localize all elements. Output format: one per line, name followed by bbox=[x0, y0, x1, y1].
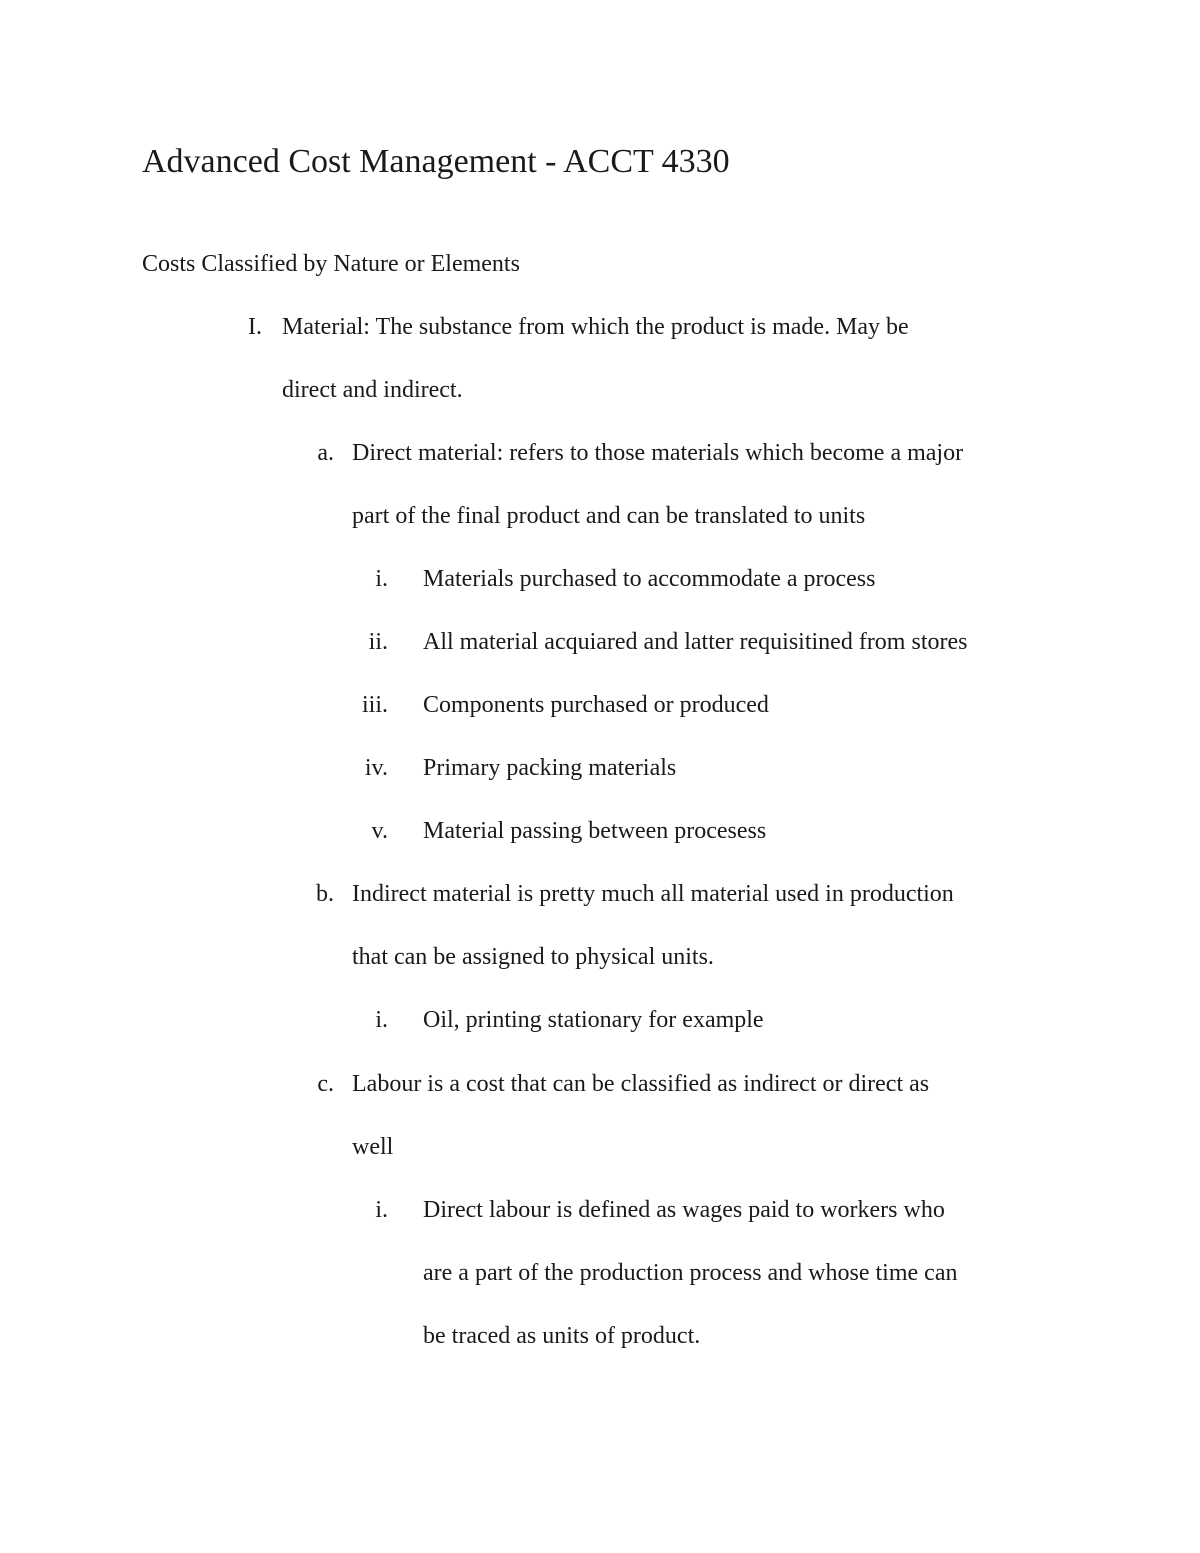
list-marker-subroman: v. bbox=[371, 818, 388, 844]
item-labour-line-2: well bbox=[352, 1134, 394, 1160]
list-marker-alpha: a. bbox=[317, 440, 334, 466]
list-item: Oil, printing stationary for example bbox=[423, 1007, 764, 1033]
list-marker-alpha: c. bbox=[317, 1071, 334, 1097]
list-item: Material passing between procesess bbox=[423, 818, 767, 844]
item-labour-line-1: Labour is a cost that can be classified as indirect or direct as bbox=[352, 1071, 930, 1097]
list-marker-subroman: iv. bbox=[364, 755, 388, 781]
item-material-line-1: Material: The substance from which the product is made. May be bbox=[282, 314, 909, 340]
document-title: Advanced Cost Management - ACCT 4330 bbox=[142, 143, 730, 180]
item-material-line-2: direct and indirect. bbox=[282, 377, 463, 403]
list-marker-subroman: iii. bbox=[361, 692, 388, 718]
section-heading: Costs Classified by Nature or Elements bbox=[142, 251, 520, 277]
list-marker-subroman: i. bbox=[375, 1007, 388, 1033]
item-direct-labour-line-2: are a part of the production process and whose time can bbox=[423, 1260, 958, 1286]
item-direct-labour-line-3: be traced as units of product. bbox=[423, 1323, 701, 1349]
list-item: Materials purchased to accommodate a process bbox=[423, 566, 876, 592]
list-marker-subroman: i. bbox=[375, 566, 388, 592]
item-indirect-material-line-2: that can be assigned to physical units. bbox=[352, 944, 714, 970]
item-direct-labour-line-1: Direct labour is defined as wages paid to workers who bbox=[423, 1197, 945, 1223]
item-direct-material-line-1: Direct material: refers to those materials which become a major bbox=[352, 440, 964, 466]
list-marker-subroman: i. bbox=[375, 1197, 388, 1223]
list-item: Components purchased or produced bbox=[423, 692, 769, 718]
item-direct-material-line-2: part of the final product and can be translated to units bbox=[352, 503, 866, 529]
list-marker-roman: I. bbox=[248, 314, 262, 340]
item-indirect-material-line-1: Indirect material is pretty much all material used in production bbox=[352, 881, 954, 907]
list-marker-subroman: ii. bbox=[368, 629, 388, 655]
list-item: All material acquiared and latter requisitined from stores bbox=[423, 629, 968, 655]
list-marker-alpha: b. bbox=[316, 881, 334, 907]
list-item: Primary packing materials bbox=[423, 755, 677, 781]
